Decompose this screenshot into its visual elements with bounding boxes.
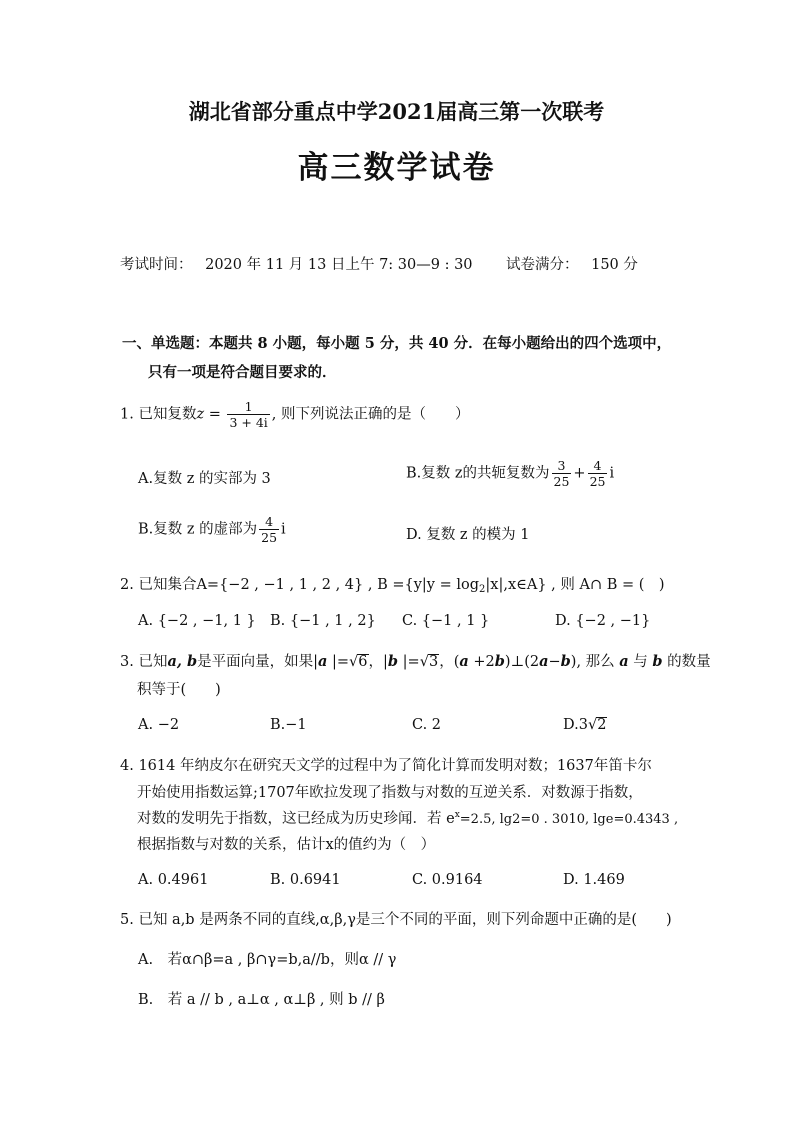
question-3-stem-line1: 3. 已知a, b是平面向量，如果|a |=√6，|b |=√3，(a +2b)⊥(2a−b), 那么 a 与 b 的数量: [120, 653, 711, 670]
section-heading-line1: 一、单选题：本题共 8 小题，每小题 5 分，共 40 分．在每小题给出的四个选项中，: [122, 335, 672, 352]
exam-time: [120, 253, 473, 274]
question-1-stem: 1. 已知复数z = $\frac{1}{3 + 4i}$ , 则下列说法正确的是（ ）: [120, 399, 470, 431]
fraction: $\frac{1}{3 + 4i}$: [229, 399, 268, 431]
question-4-line4: 根据指数与对数的关系，估计x的值约为（ ）: [137, 837, 436, 853]
paper-title: 高三数学试卷: [297, 150, 496, 186]
question-4-line3: 对数的发明先于指数，这已经成为历史珍闻．若 $e^x=2.5$, lg2=0 . 3010, lge=0.4343 ,: [137, 810, 679, 827]
question-5-option-b: B. 若 a // b , a⊥α , α⊥β , 则 b // β: [138, 992, 385, 1008]
full-score-value: 150 分: [591, 257, 638, 273]
question-4-option-a: A. 0.4961: [138, 872, 209, 888]
section-heading-line2: 只有一项是符合题目要求的．: [148, 364, 337, 381]
question-3-option-c: C. 2: [412, 717, 442, 733]
question-4-option-c: C. 0.9164: [412, 872, 483, 888]
question-4-line1: 4. 1614 年纳皮尔在研究天文学的过程中为了简化计算而发明对数；1637年笛卡尔: [120, 758, 652, 774]
question-2-option-b: B. {−1 , 1 , 2}: [270, 613, 376, 629]
question-1-option-a: A.复数 z 的实部为 3: [138, 471, 271, 487]
question-2-stem: 2. 已知集合A={−2 , −1 , 1 , 2 , 4} , $B =\{y|y = \log_2|x|,x\in A\}$ , 则 A∩ B = ( ): [120, 577, 665, 595]
question-3-option-b: B.−1: [270, 717, 307, 733]
question-3-stem-line2: 积等于( ): [137, 682, 221, 698]
question-3-option-a: A. −2: [138, 717, 180, 733]
question-4-option-d: D. 1.469: [563, 872, 625, 888]
question-5-stem: 5. 已知 a,b 是两条不同的直线,α,β,γ是三个不同的平面，则下列命题中正确的是( ): [120, 912, 672, 928]
question-4-option-b: B. 0.6941: [270, 872, 341, 888]
question-1-option-c: B.复数 z 的虚部为 $\frac{4}{25}$ i: [138, 514, 286, 546]
question-1-option-b: B.复数 z的共轭复数为 $\frac{3}{25}$ + $\frac{4}{25}$ i: [406, 458, 615, 490]
question-2-option-d: D. {−2 , −1}: [555, 613, 651, 629]
question-3-option-d: D.3√2: [563, 717, 607, 733]
question-1-option-d: D. 复数 z 的模为 1: [406, 527, 530, 543]
question-2-option-c: C. {−1 , 1 }: [402, 613, 490, 629]
full-score-label: 试卷满分：: [506, 257, 579, 273]
full-score: [506, 253, 638, 274]
question-4-line2: 开始使用指数运算;1707年欧拉发现了指数与对数的互逆关系．对数源于指数，: [137, 785, 643, 801]
question-5-option-a: A. 若α∩β=a , β∩γ=b,a//b，则α // γ: [138, 952, 397, 968]
exam-time-label: 考试时间：: [120, 257, 193, 273]
exam-time-value: 2020 年 11 月 13 日上午 7: 30—9 : 30: [205, 257, 473, 273]
question-2-option-a: A. {−2 , −1, 1 }: [138, 613, 256, 629]
school-title: 湖北省部分重点中学2021届高三第一次联考: [188, 99, 605, 124]
